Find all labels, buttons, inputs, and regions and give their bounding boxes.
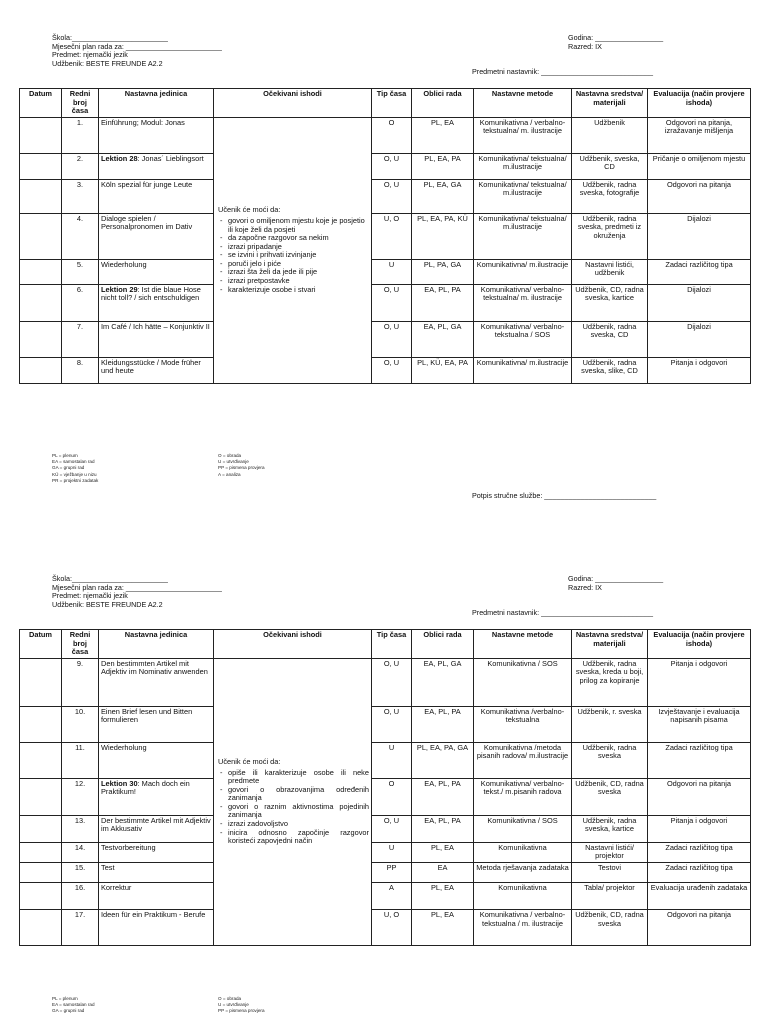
lesson-type: U, O bbox=[372, 909, 412, 945]
outcome-item: - opiše ili karakterizuje osobe ili neke predmete bbox=[228, 769, 369, 786]
work-forms: EA, PL, PA bbox=[412, 815, 474, 842]
evaluation: Zadaci različitog tipa bbox=[648, 259, 751, 284]
lesson-number: 17. bbox=[62, 909, 99, 945]
date-cell bbox=[20, 658, 62, 706]
work-forms: EA bbox=[412, 862, 474, 882]
outcome-item: - se izvini i prihvati izvinjanje bbox=[228, 251, 369, 260]
teaching-methods: Komunikativna bbox=[474, 842, 572, 862]
legend-item: PR = projektni zadatak bbox=[52, 477, 99, 483]
lesson-number: 11. bbox=[62, 742, 99, 778]
table-row bbox=[20, 284, 751, 321]
legend-item: EA = samostalan rad bbox=[52, 459, 95, 465]
date-cell bbox=[20, 815, 62, 842]
header-right bbox=[568, 34, 663, 51]
lesson-number: 7. bbox=[62, 321, 99, 357]
legend-forms bbox=[52, 453, 98, 484]
teaching-methods: Komunikativna /metoda pisanih radova/ m.ilustracije bbox=[474, 742, 572, 778]
teaching-materials: Udžbenik bbox=[572, 117, 648, 153]
lesson-unit-text: Einführung; Modul: Jonas bbox=[101, 117, 185, 127]
lesson-unit bbox=[99, 117, 214, 153]
table-row bbox=[20, 862, 751, 882]
teaching-methods: Komunikativna/ tekstualna/ m.ilustracije bbox=[474, 213, 572, 259]
evaluation: Pitanja i odgovori bbox=[648, 658, 751, 706]
outcomes-list bbox=[218, 217, 369, 294]
teaching-materials: Nastavni listići/ projektor bbox=[572, 842, 648, 862]
column-header: Nastavna jedinica bbox=[99, 89, 214, 118]
table-row bbox=[20, 213, 751, 259]
lesson-unit bbox=[99, 213, 214, 259]
month-plan-field: Mjesečni plan rada za: ________________________ bbox=[52, 582, 222, 592]
month-plan-field: Mjesečni plan rada za: ________________________ bbox=[52, 41, 222, 51]
lesson-type: U bbox=[372, 842, 412, 862]
column-header: Oblici rada bbox=[412, 89, 474, 118]
legend-item: U = utvrđivanje bbox=[218, 459, 249, 465]
work-forms: PL, EA, PA, KÜ bbox=[412, 213, 474, 259]
lesson-number: 6. bbox=[62, 284, 99, 321]
teaching-materials: Testovi bbox=[572, 862, 648, 882]
plan-table-1 bbox=[19, 88, 751, 384]
work-forms: PL, EA bbox=[412, 117, 474, 153]
header-left-2 bbox=[52, 575, 222, 609]
date-cell bbox=[20, 153, 62, 179]
column-header: Evaluacija (način provjere ishoda) bbox=[648, 89, 751, 118]
lesson-unit bbox=[99, 862, 214, 882]
teaching-materials: Udžbenik, radna sveska, slike, CD bbox=[572, 357, 648, 383]
evaluation: Dijalozi bbox=[648, 284, 751, 321]
legend-forms-2 bbox=[52, 996, 95, 1015]
column-header: Tip časa bbox=[372, 89, 412, 118]
evaluation: Izvještavanje i evaluacija napisanih pisama bbox=[648, 706, 751, 742]
lesson-type: U, O bbox=[372, 213, 412, 259]
lesson-unit-text: Test bbox=[101, 862, 115, 872]
column-header: Datum bbox=[20, 89, 62, 118]
table-row bbox=[20, 357, 751, 383]
table-header-row bbox=[20, 89, 751, 118]
evaluation: Evaluacija urađenih zadataka bbox=[648, 882, 751, 909]
work-forms: PL, EA, GA bbox=[412, 179, 474, 213]
date-cell bbox=[20, 842, 62, 862]
outcomes-intro: Učenik će moći da: bbox=[218, 205, 281, 215]
teaching-methods: Komunikativna /verbalno- tekstualna bbox=[474, 706, 572, 742]
lesson-unit-text: Testvorbereitung bbox=[101, 842, 156, 852]
teaching-materials: Udžbenik, r. sveska bbox=[572, 706, 648, 742]
column-header: Oblici rada bbox=[412, 630, 474, 659]
lesson-number: 5. bbox=[62, 259, 99, 284]
lesson-type: A bbox=[372, 882, 412, 909]
column-header: Nastavna sredstva/ materijali bbox=[572, 630, 648, 659]
work-forms: EA, PL, PA bbox=[412, 706, 474, 742]
legend-item: PP = pismena provjera bbox=[218, 465, 265, 471]
column-header: Evaluacija (način provjere ishoda) bbox=[648, 630, 751, 659]
subject-field: Predmet: njemački jezik bbox=[52, 591, 128, 601]
lesson-unit-text: Wiederholung bbox=[101, 259, 147, 269]
lesson-unit bbox=[99, 706, 214, 742]
expected-outcomes bbox=[214, 658, 372, 945]
work-forms: EA, PL, PA bbox=[412, 284, 474, 321]
lesson-number: 14. bbox=[62, 842, 99, 862]
lesson-number: 10. bbox=[62, 706, 99, 742]
textbook-field: Udžbenik: BESTE FREUNDE A2.2 bbox=[52, 58, 163, 68]
lesson-unit-text: Der bestimmte Artikel mit Adjektiv im Akkusativ bbox=[101, 815, 211, 834]
column-header: Nastavna sredstva/ materijali bbox=[572, 89, 648, 118]
teaching-materials: Udžbenik, radna sveska, predmeti iz okruženja bbox=[572, 213, 648, 259]
lesson-unit-text: : Jonas´ Lieblingsort bbox=[137, 153, 204, 163]
evaluation: Pitanja i odgovori bbox=[648, 357, 751, 383]
column-header: Redni broj časa bbox=[62, 89, 99, 118]
teaching-materials: Udžbenik, sveska, CD bbox=[572, 153, 648, 179]
legend-item: A = analiza bbox=[218, 471, 241, 477]
column-header: Nastavna jedinica bbox=[99, 630, 214, 659]
legend-item: GA = grupni rad bbox=[52, 1008, 85, 1014]
column-header: Redni broj časa bbox=[62, 630, 99, 659]
teaching-materials: Udžbenik, radna sveska, CD bbox=[572, 321, 648, 357]
lesson-unit-text: : Mach doch ein Praktikum! bbox=[101, 778, 190, 797]
table-row bbox=[20, 153, 751, 179]
lesson-unit-text: Korrektur bbox=[101, 882, 132, 892]
teaching-materials: Udžbenik, radna sveska, fotografije bbox=[572, 179, 648, 213]
school-field: Škola:________________________ bbox=[52, 574, 168, 583]
work-forms: EA, PL, PA bbox=[412, 778, 474, 815]
table-row bbox=[20, 909, 751, 945]
outcome-item: - izrazi pretpostavke bbox=[228, 277, 369, 286]
teaching-materials: Udžbenik, CD, radna sveska bbox=[572, 778, 648, 815]
lesson-unit bbox=[99, 284, 214, 321]
lesson-number: 13. bbox=[62, 815, 99, 842]
lesson-unit bbox=[99, 742, 214, 778]
legend-item: PP = pismena provjera bbox=[218, 1008, 265, 1014]
teaching-materials: Udžbenik, radna sveska, kreda u boji, prilog za kopiranje bbox=[572, 658, 648, 706]
evaluation: Zadaci različitog tipa bbox=[648, 742, 751, 778]
outcome-item: - izrazi zadovoljstvo bbox=[228, 820, 369, 829]
lesson-type: O, U bbox=[372, 658, 412, 706]
legend-item: O = obrada bbox=[218, 996, 242, 1001]
signature-line: Potpis stručne službe: ____________________________ bbox=[472, 491, 657, 500]
outcome-item: - da započne razgovor sa nekim bbox=[228, 234, 369, 243]
work-forms: PL, EA, PA bbox=[412, 153, 474, 179]
teaching-materials: Udžbenik, CD, radna sveska bbox=[572, 909, 648, 945]
legend-types bbox=[218, 453, 265, 478]
evaluation: Odgovori na pitanja bbox=[648, 179, 751, 213]
outcome-item: - izrazi šta želi da jede ili pije bbox=[228, 268, 369, 277]
column-header: Očekivani ishodi bbox=[214, 630, 372, 659]
header-left bbox=[52, 34, 222, 68]
lesson-unit bbox=[99, 909, 214, 945]
outcome-item: - poruči jelo i piće bbox=[228, 260, 369, 269]
subject-field: Predmet: njemački jezik bbox=[52, 50, 128, 60]
expected-outcomes bbox=[214, 117, 372, 383]
column-header: Očekivani ishodi bbox=[214, 89, 372, 118]
date-cell bbox=[20, 706, 62, 742]
teaching-materials: Udžbenik, radna sveska bbox=[572, 742, 648, 778]
legend-item: EA = samostalan rad bbox=[52, 1002, 95, 1008]
outcomes-intro: Učenik će moći da: bbox=[218, 756, 281, 766]
lesson-number: 3. bbox=[62, 179, 99, 213]
work-forms: PL, EA, PA, GA bbox=[412, 742, 474, 778]
lesson-type: PP bbox=[372, 862, 412, 882]
work-forms: PL, EA bbox=[412, 842, 474, 862]
date-cell bbox=[20, 213, 62, 259]
lesson-unit-text: Einen Brief lesen und Bitten formulieren bbox=[101, 706, 193, 725]
outcome-item: - govori o omiljenom mjestu koje je posjetio ili koje želi da posjeti bbox=[228, 217, 369, 234]
teaching-materials: Udžbenik, CD, radna sveska, kartice bbox=[572, 284, 648, 321]
teaching-methods: Komunikativna / SOS bbox=[474, 815, 572, 842]
lesson-unit-text: Den bestimmten Artikel mit Adjektiv im Nominativ anwenden bbox=[101, 658, 208, 677]
table-row bbox=[20, 117, 751, 153]
table-row bbox=[20, 259, 751, 284]
legend-item: PL = plenum bbox=[52, 453, 78, 458]
legend-item: U = utvrđivanje bbox=[218, 1002, 249, 1008]
textbook-field: Udžbenik: BESTE FREUNDE A2.2 bbox=[52, 599, 163, 609]
lesson-number: 1. bbox=[62, 117, 99, 153]
lesson-type: O bbox=[372, 117, 412, 153]
lesson-type: O, U bbox=[372, 706, 412, 742]
table-row bbox=[20, 321, 751, 357]
evaluation: Zadaci različitog tipa bbox=[648, 842, 751, 862]
outcome-item: - izrazi pripadanje bbox=[228, 243, 369, 252]
evaluation: Odgovori na pitanja, izražavanje mišljenja bbox=[648, 117, 751, 153]
year-field: Godina: _________________ bbox=[568, 33, 664, 42]
lesson-type: O, U bbox=[372, 815, 412, 842]
date-cell bbox=[20, 179, 62, 213]
teaching-methods: Komunikativna/ m.ilustracije bbox=[474, 259, 572, 284]
outcome-item: - govori o raznim aktivnostima pojedinih zanimanja bbox=[228, 803, 369, 820]
plan-table-2 bbox=[19, 629, 751, 946]
date-cell bbox=[20, 117, 62, 153]
teaching-methods: Komunikativna/ verbalno- tekstualna/ m. ilustracije bbox=[474, 284, 572, 321]
date-cell bbox=[20, 909, 62, 945]
lesson-unit-text: : Ist die blaue Hose nicht toll? / sich entschuldigen bbox=[101, 284, 201, 303]
lesson-unit-text: Dialoge spielen / Personalpronomen im Dativ bbox=[101, 213, 193, 232]
teaching-methods: Komunikativna/ verbalno-tekst./ m.pisanih radova bbox=[474, 778, 572, 815]
lesson-type: O, U bbox=[372, 284, 412, 321]
lesson-number: 9. bbox=[62, 658, 99, 706]
lesson-number: 2. bbox=[62, 153, 99, 179]
teaching-methods: Komunikativna bbox=[474, 882, 572, 909]
legend-item: O = obrada bbox=[218, 453, 242, 458]
evaluation: Odgovori na pitanja bbox=[648, 778, 751, 815]
date-cell bbox=[20, 357, 62, 383]
lesson-unit-text: Ideen für ein Praktikum - Berufe bbox=[101, 909, 206, 919]
evaluation: Dijalozi bbox=[648, 321, 751, 357]
school-field: Škola:________________________ bbox=[52, 33, 168, 42]
work-forms: PL, KÜ, EA, PA bbox=[412, 357, 474, 383]
lesson-unit-bold: Lektion 29 bbox=[101, 284, 138, 294]
work-forms: EA, PL, GA bbox=[412, 321, 474, 357]
evaluation: Pitanja i odgovori bbox=[648, 815, 751, 842]
teaching-materials: Tabla/ projektor bbox=[572, 882, 648, 909]
teaching-methods: Komunikativna / verbalno- tekstualna/ m. ilustracije bbox=[474, 117, 572, 153]
lesson-unit bbox=[99, 778, 214, 815]
outcome-item: - karakterizuje osobe i stvari bbox=[228, 286, 369, 295]
column-header: Tip časa bbox=[372, 630, 412, 659]
plan-sheet-2 bbox=[0, 540, 768, 1024]
date-cell bbox=[20, 742, 62, 778]
lesson-unit bbox=[99, 259, 214, 284]
outcomes-list bbox=[218, 769, 369, 846]
teacher-field: Predmetni nastavnik: ____________________________ bbox=[472, 608, 654, 617]
evaluation: Zadaci različitog tipa bbox=[648, 862, 751, 882]
legend-item: GA = grupni rad bbox=[52, 465, 85, 471]
evaluation: Dijalozi bbox=[648, 213, 751, 259]
table-row bbox=[20, 706, 751, 742]
date-cell bbox=[20, 284, 62, 321]
lesson-unit bbox=[99, 153, 214, 179]
teaching-methods: Komunikativna / verbalno-tekstualna / m. ilustracije bbox=[474, 909, 572, 945]
header-right-2 bbox=[568, 575, 663, 592]
lesson-type: O, U bbox=[372, 321, 412, 357]
teaching-methods: Komunikativna / SOS bbox=[474, 658, 572, 706]
lesson-number: 12. bbox=[62, 778, 99, 815]
table-row bbox=[20, 778, 751, 815]
lesson-type: O, U bbox=[372, 357, 412, 383]
column-header: Nastavne metode bbox=[474, 89, 572, 118]
year-field: Godina: _________________ bbox=[568, 574, 664, 583]
lesson-unit-text: Wiederholung bbox=[101, 742, 147, 752]
work-forms: PL, EA bbox=[412, 909, 474, 945]
teaching-methods: Komunikativna/ m.ilustracije bbox=[474, 357, 572, 383]
lesson-number: 8. bbox=[62, 357, 99, 383]
outcome-item: - govori o obrazovanjima određenih zanimanja bbox=[228, 786, 369, 803]
lesson-number: 16. bbox=[62, 882, 99, 909]
teacher-field: Predmetni nastavnik: ____________________________ bbox=[472, 67, 654, 76]
lesson-unit bbox=[99, 658, 214, 706]
evaluation: Pričanje o omiljenom mjestu bbox=[648, 153, 751, 179]
date-cell bbox=[20, 882, 62, 909]
lesson-unit bbox=[99, 815, 214, 842]
lesson-number: 15. bbox=[62, 862, 99, 882]
lesson-unit bbox=[99, 321, 214, 357]
evaluation: Odgovori na pitanja bbox=[648, 909, 751, 945]
lesson-type: O, U bbox=[372, 179, 412, 213]
legend-types-2 bbox=[218, 996, 265, 1015]
table-row bbox=[20, 842, 751, 862]
column-header: Datum bbox=[20, 630, 62, 659]
teaching-materials: Nastavni listići, udžbenik bbox=[572, 259, 648, 284]
teaching-methods: Komunikativna/ tekstualna/ m.ilustracije bbox=[474, 179, 572, 213]
teaching-methods: Komunikativna/ verbalno-tekstualna / SOS bbox=[474, 321, 572, 357]
teaching-methods: Komunikativna/ tekstualna/ m.ilustracije bbox=[474, 153, 572, 179]
lesson-type: O bbox=[372, 778, 412, 815]
work-forms: PL, EA bbox=[412, 882, 474, 909]
date-cell bbox=[20, 778, 62, 815]
lesson-unit-text: Kleidungsstücke / Mode früher und heute bbox=[101, 357, 201, 376]
date-cell bbox=[20, 862, 62, 882]
teaching-methods: Metoda rješavanja zadataka bbox=[474, 862, 572, 882]
lesson-unit-bold: Lektion 28 bbox=[101, 153, 138, 163]
grade-field: Razred: IX bbox=[568, 41, 602, 51]
outcome-item: - inicira odnosno započinje razgovor koristeći zapovjedni način bbox=[228, 829, 369, 846]
lesson-unit bbox=[99, 882, 214, 909]
lesson-number: 4. bbox=[62, 213, 99, 259]
date-cell bbox=[20, 321, 62, 357]
lesson-type: U bbox=[372, 742, 412, 778]
table-header-row bbox=[20, 630, 751, 659]
work-forms: PL, PA, GA bbox=[412, 259, 474, 284]
table-row bbox=[20, 742, 751, 778]
table-row bbox=[20, 882, 751, 909]
legend-item: KÜ = vježbanje u nizu bbox=[52, 471, 97, 477]
date-cell bbox=[20, 259, 62, 284]
lesson-unit bbox=[99, 357, 214, 383]
lesson-unit-text: Köln spezial für junge Leute bbox=[101, 179, 193, 189]
column-header: Nastavne metode bbox=[474, 630, 572, 659]
lesson-type: O, U bbox=[372, 153, 412, 179]
work-forms: EA, PL, GA bbox=[412, 658, 474, 706]
grade-field: Razred: IX bbox=[568, 582, 602, 592]
lesson-unit-text: Im Café / Ich hätte – Konjunktiv II bbox=[101, 321, 210, 331]
lesson-type: U bbox=[372, 259, 412, 284]
legend-item: PL = plenum bbox=[52, 996, 78, 1001]
teaching-materials: Udžbenik, radna sveska, kartice bbox=[572, 815, 648, 842]
lesson-unit-bold: Lektion 30 bbox=[101, 778, 138, 788]
lesson-unit bbox=[99, 179, 214, 213]
table-row bbox=[20, 179, 751, 213]
table-row bbox=[20, 658, 751, 706]
table-row bbox=[20, 815, 751, 842]
lesson-unit bbox=[99, 842, 214, 862]
